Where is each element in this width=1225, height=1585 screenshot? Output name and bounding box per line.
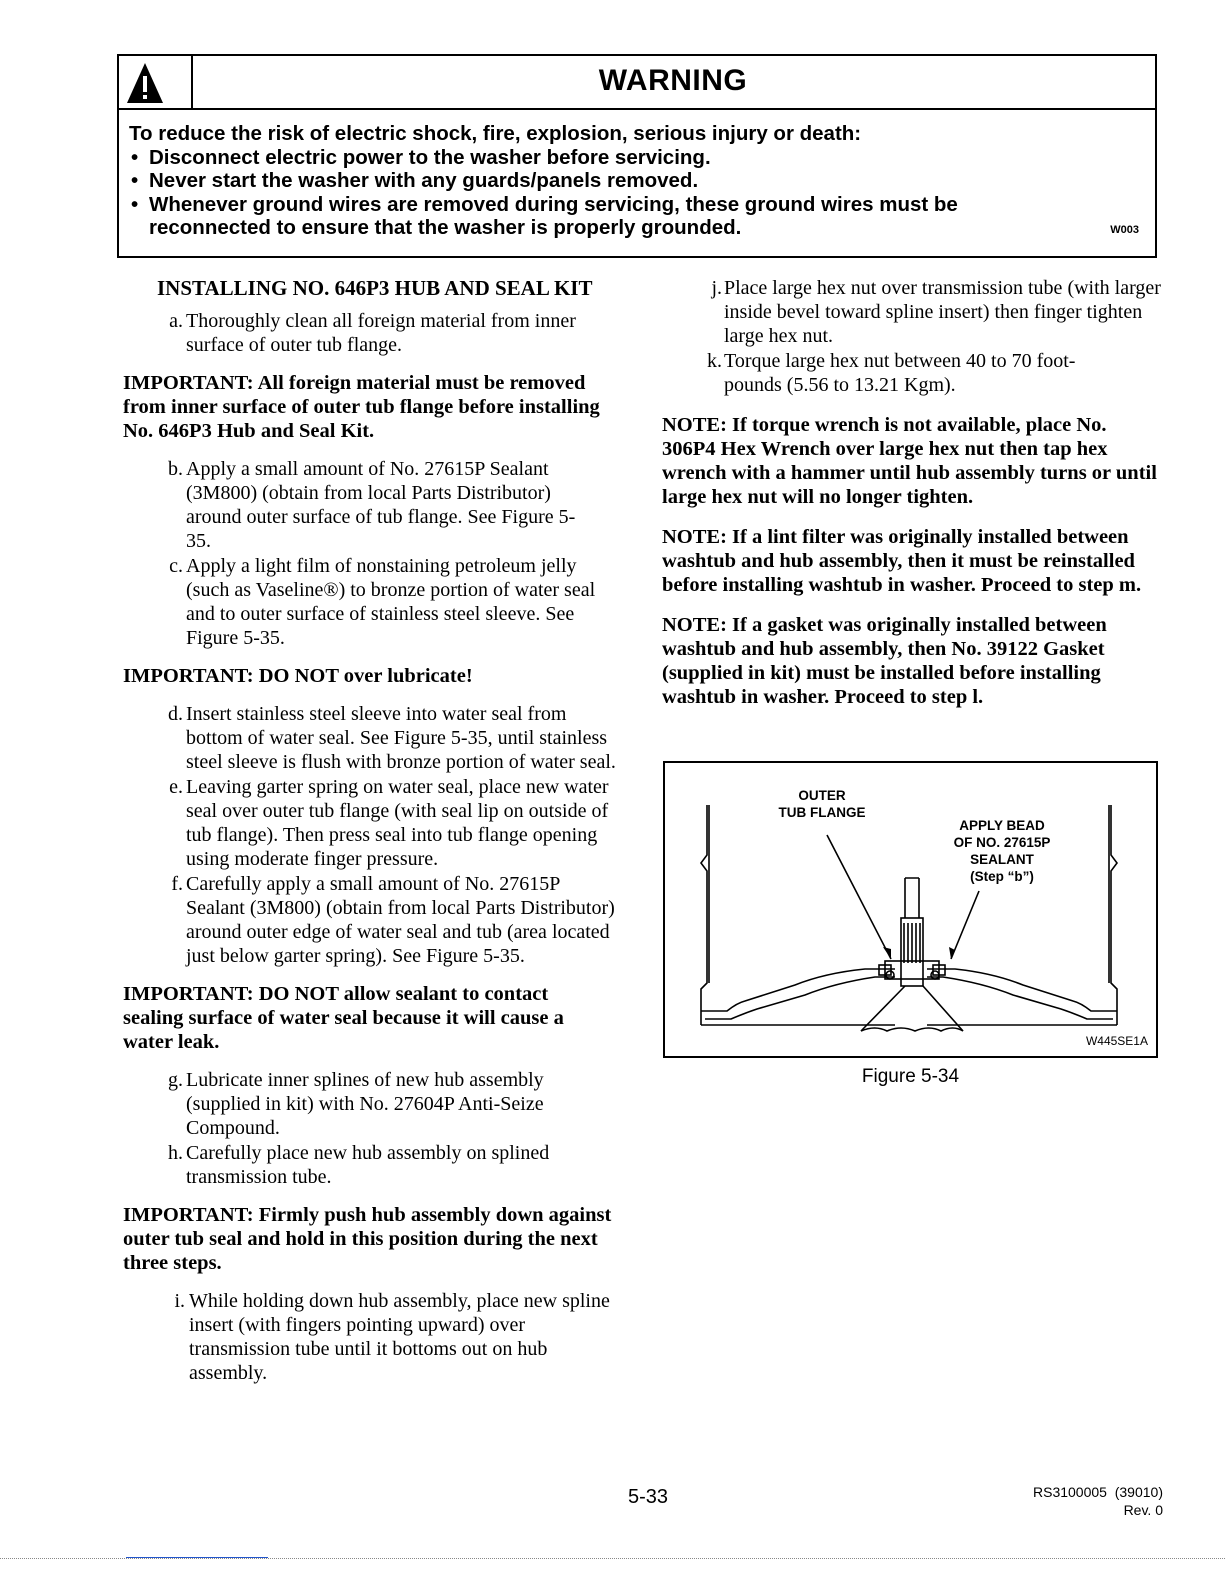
figure-box [663,761,1158,1058]
step-k: k. Torque large hex nut between 40 to 70 foot-pounds (5.56 to 13.21 Kgm). [707,350,1076,396]
note: NOTE: If a gasket was originally installed between washtub and hub assembly, then No. 39122 Gasket (supplied in kit) must be installed before installing washtub in washer. Proceed to step l. [662,614,1107,708]
important-note: IMPORTANT: DO NOT allow sealant to contact sealing surface of water seal because it will cause a water leak. [123,983,564,1053]
warning-bullet: • Never start the washer with any guards/panels removed. [131,169,699,192]
step-c: c. Apply a light film of nonstaining petroleum jelly (such as Vaseline®) to bronze portion of water seal and to outer surface of stainless steel sleeve. See Figure 5-35. [169,555,596,649]
step-f: f. Carefully apply a small amount of No. 27615P Sealant (3M800) (obtain from local Parts Distributor) around outer edge of water seal and tub (area located just below garter spring). See Figure 5-35. [171,873,615,967]
right-column [662,276,1162,725]
warning-code: W003 [1110,224,1139,236]
important-note: IMPORTANT: DO NOT over lubricate! [123,665,473,687]
step-a: a. Thoroughly clean all foreign material from inner surface of outer tub flange. [169,310,576,356]
figure-caption: Figure 5-34 [861,1066,960,1087]
figure-code: W445SE1A [1085,1034,1148,1048]
hub-seal-diagram [665,763,1160,1060]
warning-triangle-icon [125,59,165,105]
figure-label-apply-bead: APPLY BEAD OF NO. 27615P SEALANT (Step “b”) [953,818,1051,884]
warning-icon-cell [119,56,193,108]
step-b: b. Apply a small amount of No. 27615P Sealant (3M800) (obtain from local Parts Distributor) around outer surface of tub flange. See Figure 5-35. [168,458,576,552]
step-g: g. Lubricate inner splines of new hub assembly (supplied in kit) with No. 27604P Anti-Seize Compound. [168,1069,544,1139]
note: NOTE: If torque wrench is not available, place No. 306P4 Hex Wrench over large hex nut then tap hex wrench with a hammer until hub assembly turns or until large hex nut will no longer tighten. [662,414,1157,508]
figure-label-outer-tub-flange: OUTER TUB FLANGE [778,788,866,820]
warning-header [119,56,1155,110]
doc-id: RS3100005 (39010) [1033,1484,1163,1500]
note: NOTE: If a lint filter was originally installed between washtub and hub assembly, then it must be reinstalled before installing washtub in washer. Proceed to step m. [662,526,1142,596]
warning-bullet: • Whenever ground wires are removed during servicing, these ground wires must be reconnected to ensure that the washer is properly grounded. [131,192,958,239]
bottom-divider [0,1558,1225,1559]
step-h: h. Carefully place new hub assembly on splined transmission tube. [168,1142,550,1188]
page-number: 5-33 [628,1486,669,1508]
step-j: j. Place large hex nut over transmission tube (with larger inside bevel toward spline insert) then finger tighten large hex nut. [711,277,1161,347]
bottom-link-underline [126,1557,268,1558]
left-column [123,276,623,1386]
step-d: d. Insert stainless steel sleeve into water seal from bottom of water seal. See Figure 5-35, until stainless steel sleeve is flush with bronze portion of water seal. [168,703,616,773]
important-note: IMPORTANT: Firmly push hub assembly down against outer tub seal and hold in this position during the next three steps. [123,1204,612,1274]
warning-lead: To reduce the risk of electric shock, fire, explosion, serious injury or death: [129,122,862,145]
step-e: e. Leaving garter spring on water seal, place new water seal over outer tub flange (with seal lip on outside of tub flange). Then press seal into tub flange opening using moderate finger pressure. [169,776,609,870]
warning-bullet: • Disconnect electric power to the washer before servicing. [131,145,711,169]
warning-title: WARNING [598,64,748,97]
document-number [1033,1483,1163,1519]
section-heading: INSTALLING NO. 646P3 HUB AND SEAL KIT [157,276,593,300]
revision: Rev. 0 [1123,1502,1163,1518]
warning-body [129,122,1145,240]
important-note: IMPORTANT: All foreign material must be removed from inner surface of outer tub flange before installing No. 646P3 Hub and Seal Kit. [123,372,600,442]
warning-list [129,146,1145,240]
step-i: i. While holding down hub assembly, place new spline insert (with fingers pointing upward) over transmission tube until it bottoms out on hub assembly. [174,1290,610,1384]
warning-box [117,54,1157,258]
